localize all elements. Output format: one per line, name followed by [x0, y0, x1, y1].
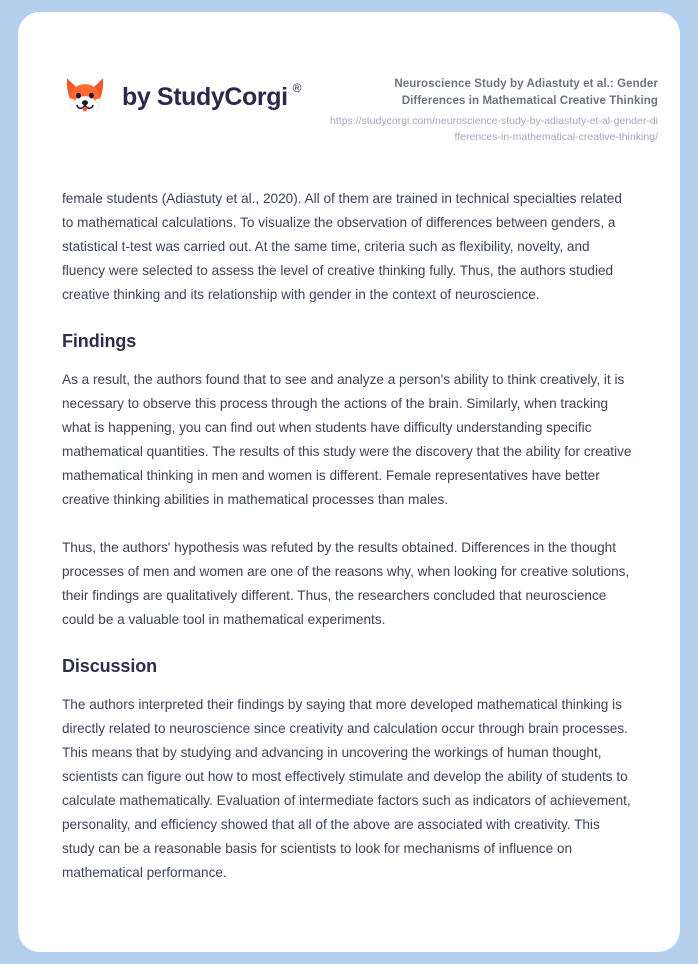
brand-logo[interactable] [62, 70, 301, 120]
document-source-url[interactable]: https://studycorgi.com/neuroscience-study-by-adiastuty-et-al-gender-differences-in-mathematical-creative-thinking/ [330, 115, 658, 143]
corgi-face-icon [62, 74, 108, 120]
findings-paragraph-1: As a result, the authors found that to see and analyze a person's ability to think creatively, it is necessary to observe this process through the actions of the brain. Similarly, when tracking what is happening, you can find out when students have difficulty understanding specific mathematical quantities. The results of this study were the discovery that the ability for creative mathematical thinking in men and women is different. Female representatives have better creative thinking abilities in mathematical processes than males. [62, 371, 632, 507]
document-page-card [18, 12, 680, 952]
findings-paragraph-2: Thus, the authors' hypothesis was refuted by the results obtained. Differences in the thought processes of men and women are one of the reasons why, when looking for creative solutions, their findings are qualitatively different. Thus, the researchers concluded that neuroscience could be a valuable tool in mathematical experiments. [62, 539, 630, 627]
document-title: Neuroscience Study by Adiastuty et al.: Gender Differences in Mathematical Creative Thinking [394, 78, 658, 107]
document-header [18, 12, 680, 145]
section-heading-findings: Findings [62, 330, 137, 351]
intro-paragraph: female students (Adiastuty et al., 2020). All of them are trained in technical specialties related to mathematical calculations. To visualize the observation of differences between genders, a statistical t-test was carried out. At the same time, criteria such as flexibility, novelty, and fluency were selected to assess the level of creative thinking fully. Thus, the authors studied creative thinking and its relationship with gender in the context of neuroscience. [62, 190, 622, 302]
brand-wordmark [122, 80, 302, 111]
brand-name: by StudyCorgi [122, 82, 288, 111]
section-heading-discussion: Discussion [62, 655, 158, 676]
header-meta [328, 70, 658, 145]
document-body [18, 145, 680, 885]
registered-trademark-icon: ® [292, 80, 302, 95]
discussion-paragraph-1: The authors interpreted their findings by saying that more developed mathematical thinking is directly related to neuroscience since creativity and calculation occur through brain processes. This means that by studying and advancing in uncovering the workings of human thought, scientists can figure out how to most effectively stimulate and develop the ability of students to calculate mathematically. Evaluation of intermediate factors such as indicators of achievement, personality, and efficiency showed that all of the above are associated with creativity. This study can be a reasonable basis for scientists to look for mechanisms of influence on mathematical performance. [62, 696, 631, 880]
